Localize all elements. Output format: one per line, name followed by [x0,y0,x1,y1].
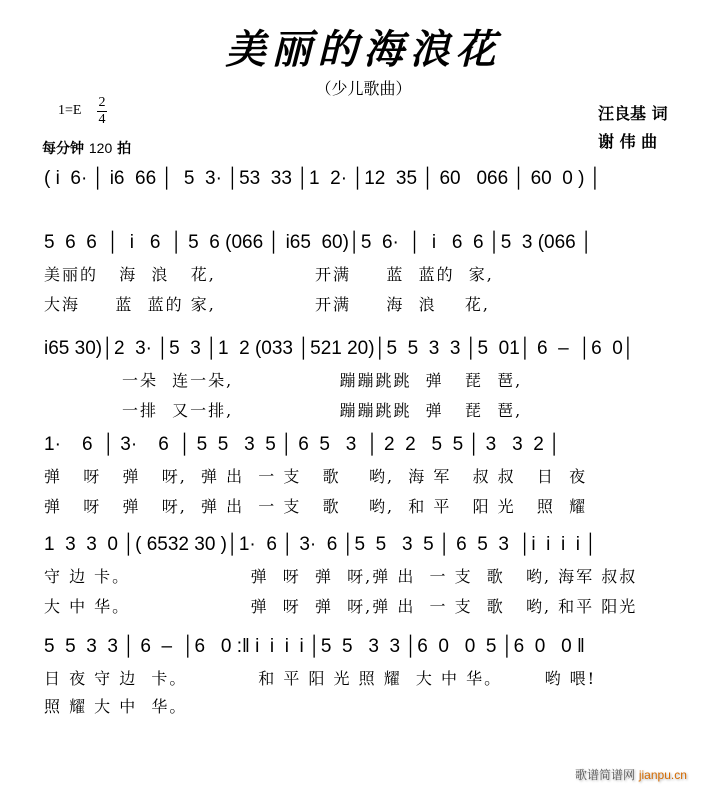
tempo-value: 120 [88,140,113,156]
watermark-text: 歌谱简谱网 [575,768,636,782]
lyric-verse-1: 守 边 卡。 弹 呀 弹 呀,弹 出 一 支 歌 哟, 海军 叔叔 [44,567,638,586]
composer: 谢 伟 曲 [598,132,658,151]
lyric-verse-1: 一朵 连一朵, 蹦蹦跳跳 弹 琵 琶, [44,371,523,390]
lyric-verse-2: 一排 又一排, 蹦蹦跳跳 弹 琵 琶, [44,401,523,420]
watermark [575,766,687,783]
watermark-site: jianpu.cn [638,768,687,782]
tempo-prefix: 每分钟 [42,141,84,157]
notes-line: ( i 6· │ i6 66 │ 5 3· │53 33 │1 2· │12 35 │ 60 066 │ 60 0 ) │ [44,168,602,189]
song-title: 美丽的海浪花 [225,26,502,73]
lyric-verse-1: 日 夜 守 边 卡。 和 平 阳 光 照 耀 大 中 华。 哟 喂! [44,669,597,688]
lyric-verse-2: 弹 呀 弹 呀, 弹 出 一 支 歌 哟, 和 平 阳 光 照 耀 [44,497,588,516]
notes-line: 5 5 3 3 │ 6 – │6 0 :‖ i i i i │5 5 3 3 │6 0 0 5 │6 0 0 ‖ [44,636,585,657]
lyric-verse-2: 大 中 华。 弹 呀 弹 呀,弹 出 一 支 歌 哟, 和平 阳光 [44,597,638,616]
lyric-verse-1: 弹 呀 弹 呀, 弹 出 一 支 歌 哟, 海 军 叔 叔 日 夜 [44,467,588,486]
lyric-verse-2: 照 耀 大 中 华。 [44,697,188,716]
lyric-verse-1: 美丽的 海 浪 花, 开满 蓝 蓝的 家, [44,265,494,284]
key-signature: 1=E [58,103,82,118]
time-denominator: 4 [98,112,106,127]
lyric-verse-2: 大海 蓝 蓝的 家, 开满 海 浪 花, [44,295,491,314]
song-subtitle: （少儿歌曲） [315,79,412,98]
time-signature [97,96,107,127]
tempo-marking [42,138,131,158]
notes-line: 5 6 6 │ i 6 │ 5 6 (066 │ i65 60)│5 6· │ i 6 6 │5 3 (066 │ [44,232,593,253]
lyricist: 汪良基 词 [598,104,668,123]
tempo-suffix: 拍 [117,141,132,157]
time-numerator: 2 [98,95,106,110]
notes-line: 1· 6 │ 3· 6 │ 5 5 3 5 │ 6 5 3 │ 2 2 5 5 │ 3 3 2 │ [44,434,561,455]
notes-line: i65 30)│2 3· │5 3 │1 2 (033 │521 20)│5 5 3 3 │5 01│ 6 – │6 0│ [44,338,635,359]
credits [598,100,668,156]
notes-line: 1 3 3 0 │( 6532 30 )│1· 6 │ 3· 6 │5 5 3 5 │ 6 5 3 │i i i i │ [44,534,598,555]
